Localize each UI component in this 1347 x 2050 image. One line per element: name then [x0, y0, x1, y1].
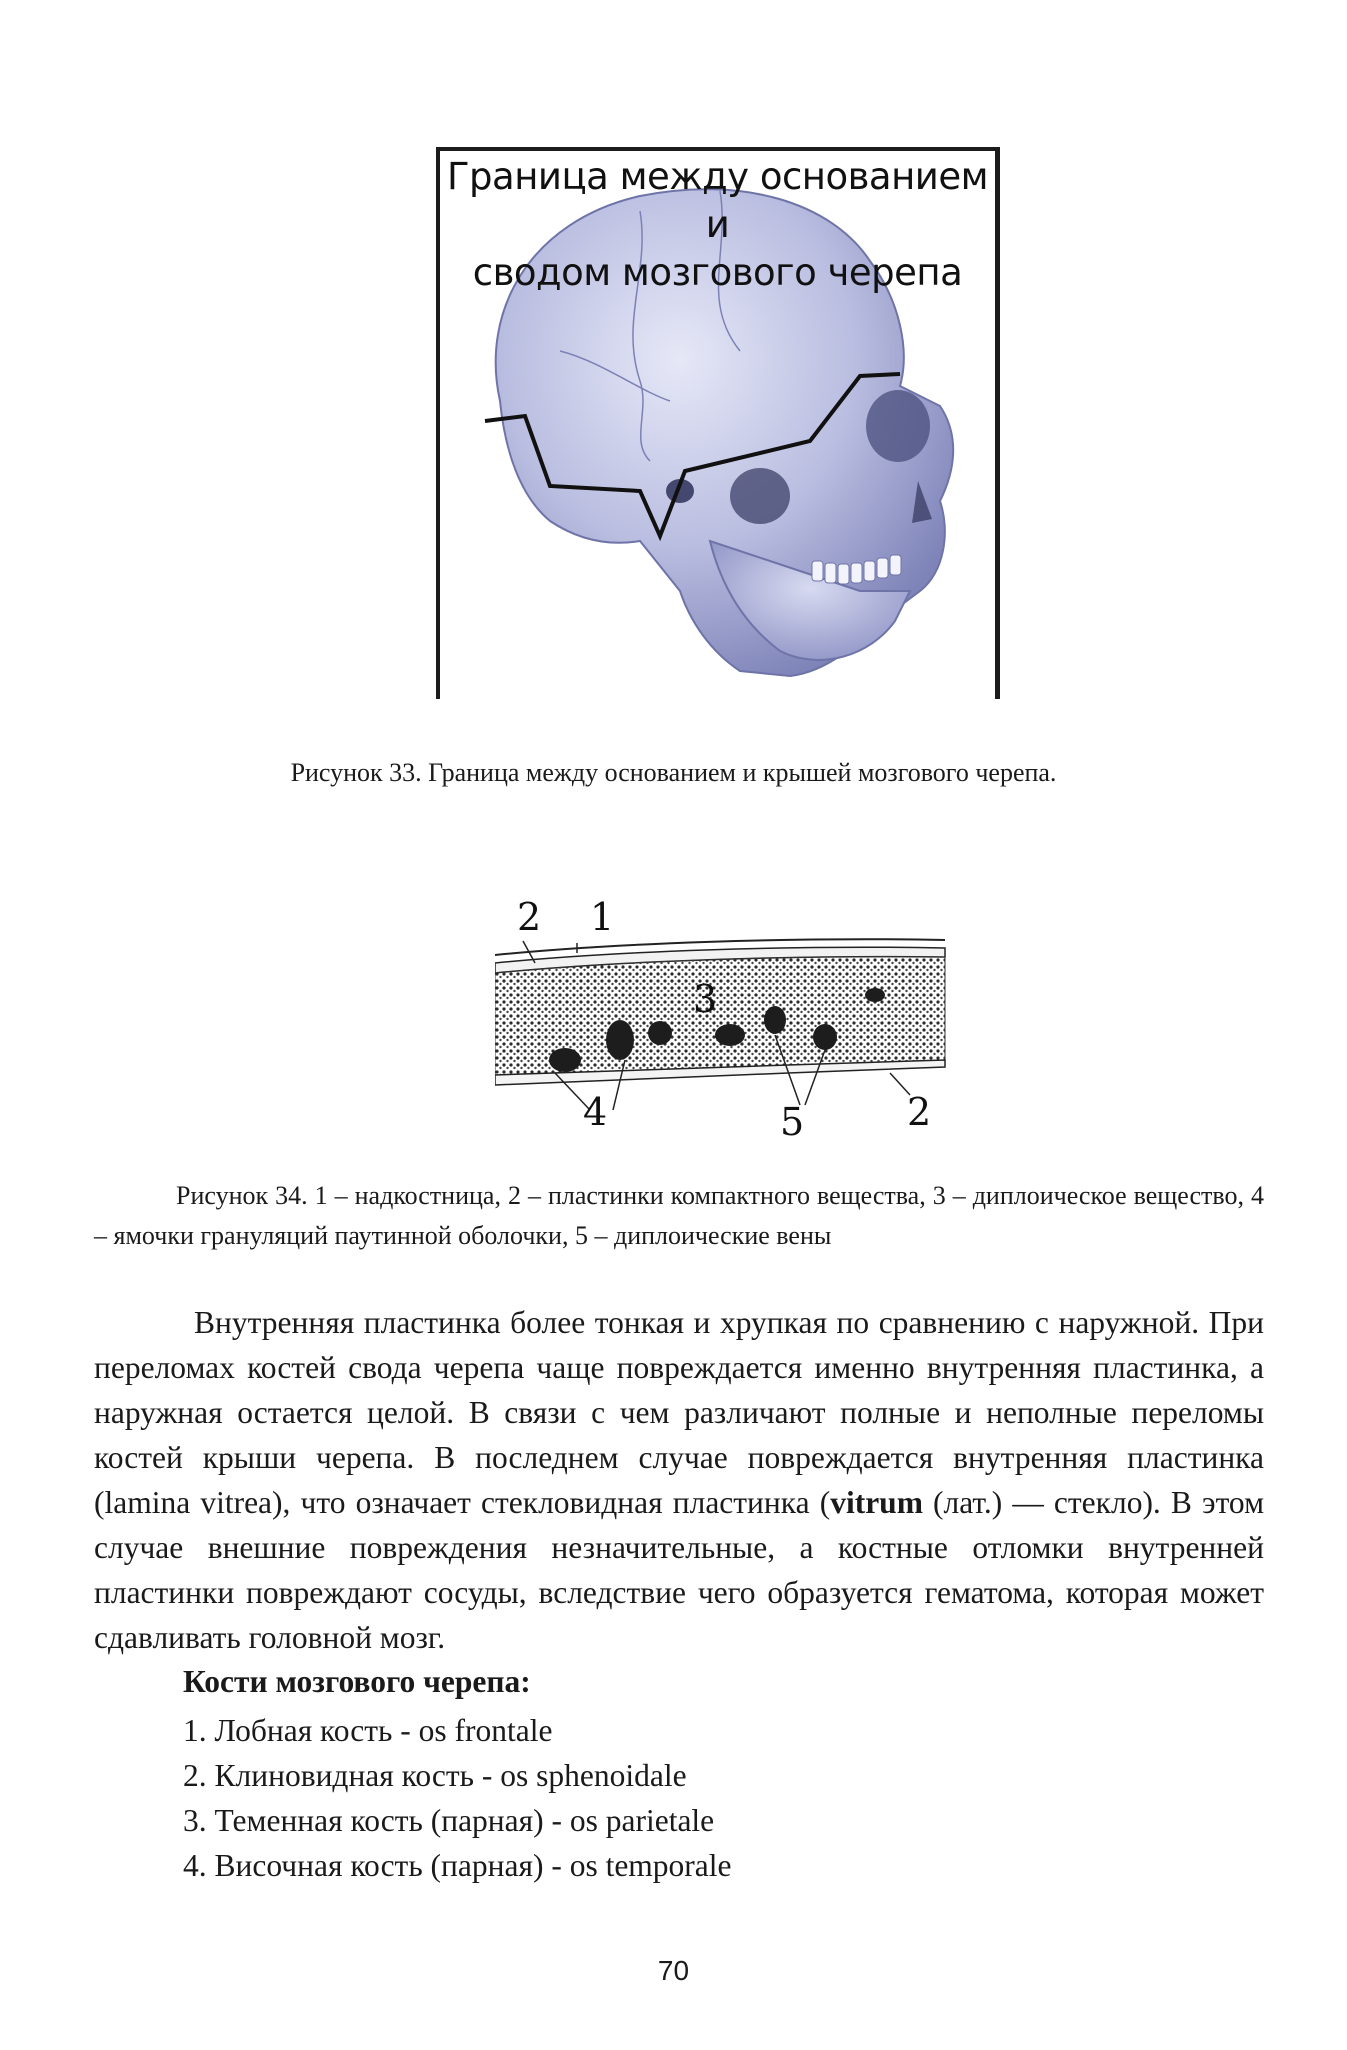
figure-33-skull: [436, 147, 1000, 699]
body-paragraph-end: (лат.) — стекло). В этом случае внешние повреждения незначительные, а костные отломки внутренней пластинки повреждают сосуды, вследствие чего образуется гематома, которая может сдавливать головной мозг.: [94, 1485, 1265, 1655]
body-paragraph-start: Внутренняя пластинка более тонкая и хрупкая по сравнению с наружной. При переломах костей свода черепа чаще повреждается именно внутренняя пластинка, а наружная остается целой. В связи с чем различают полные и неполные переломы костей крыши черепа. В последнем случае повреждается внутренняя пластинка (lamina vitrea), что означает стекловидная пластинка (: [94, 1305, 1264, 1520]
list-item: 1. Лобная кость - os frontale: [183, 1713, 553, 1748]
bone-list: [183, 1708, 732, 1888]
figure-33-title-line1: Граница между основанием и: [446, 155, 989, 246]
list-item: 3. Теменная кость (парная) - os parietale: [183, 1803, 715, 1838]
list-item: 2. Клиновидная кость - os sphenoidale: [183, 1758, 687, 1793]
figure-33-title-line2: сводом мозгового черепа: [472, 251, 963, 294]
label-4: 4: [583, 1090, 608, 1134]
label-5: 5: [780, 1100, 805, 1144]
figure-33-title: [440, 153, 995, 297]
body-paragraph: [94, 1300, 1264, 1660]
section-title: Кости мозгового черепа:: [183, 1664, 531, 1699]
label-2-bottom: 2: [907, 1090, 932, 1134]
page-number: 70: [657, 1955, 690, 1986]
label-1: 1: [590, 895, 615, 939]
bone-section-illustration: [495, 895, 955, 1145]
label-3: 3: [693, 977, 718, 1021]
list-item: 4. Височная кость (парная) - os temporale: [183, 1848, 732, 1883]
figure-33-caption: Рисунок 33. Граница между основанием и крышей мозгового черепа.: [290, 758, 1057, 787]
figure-34-bone-section: [495, 895, 955, 1145]
figure-34-caption: Рисунок 34. 1 – надкостница, 2 – пластинки компактного вещества, 3 – диплоическое вещество, 4 – ямочки грануляций паутинной оболочки, 5 – диплоические вены: [94, 1181, 1264, 1250]
bold-term-vitrum: vitrum: [830, 1485, 923, 1520]
label-2-top: 2: [517, 895, 542, 939]
